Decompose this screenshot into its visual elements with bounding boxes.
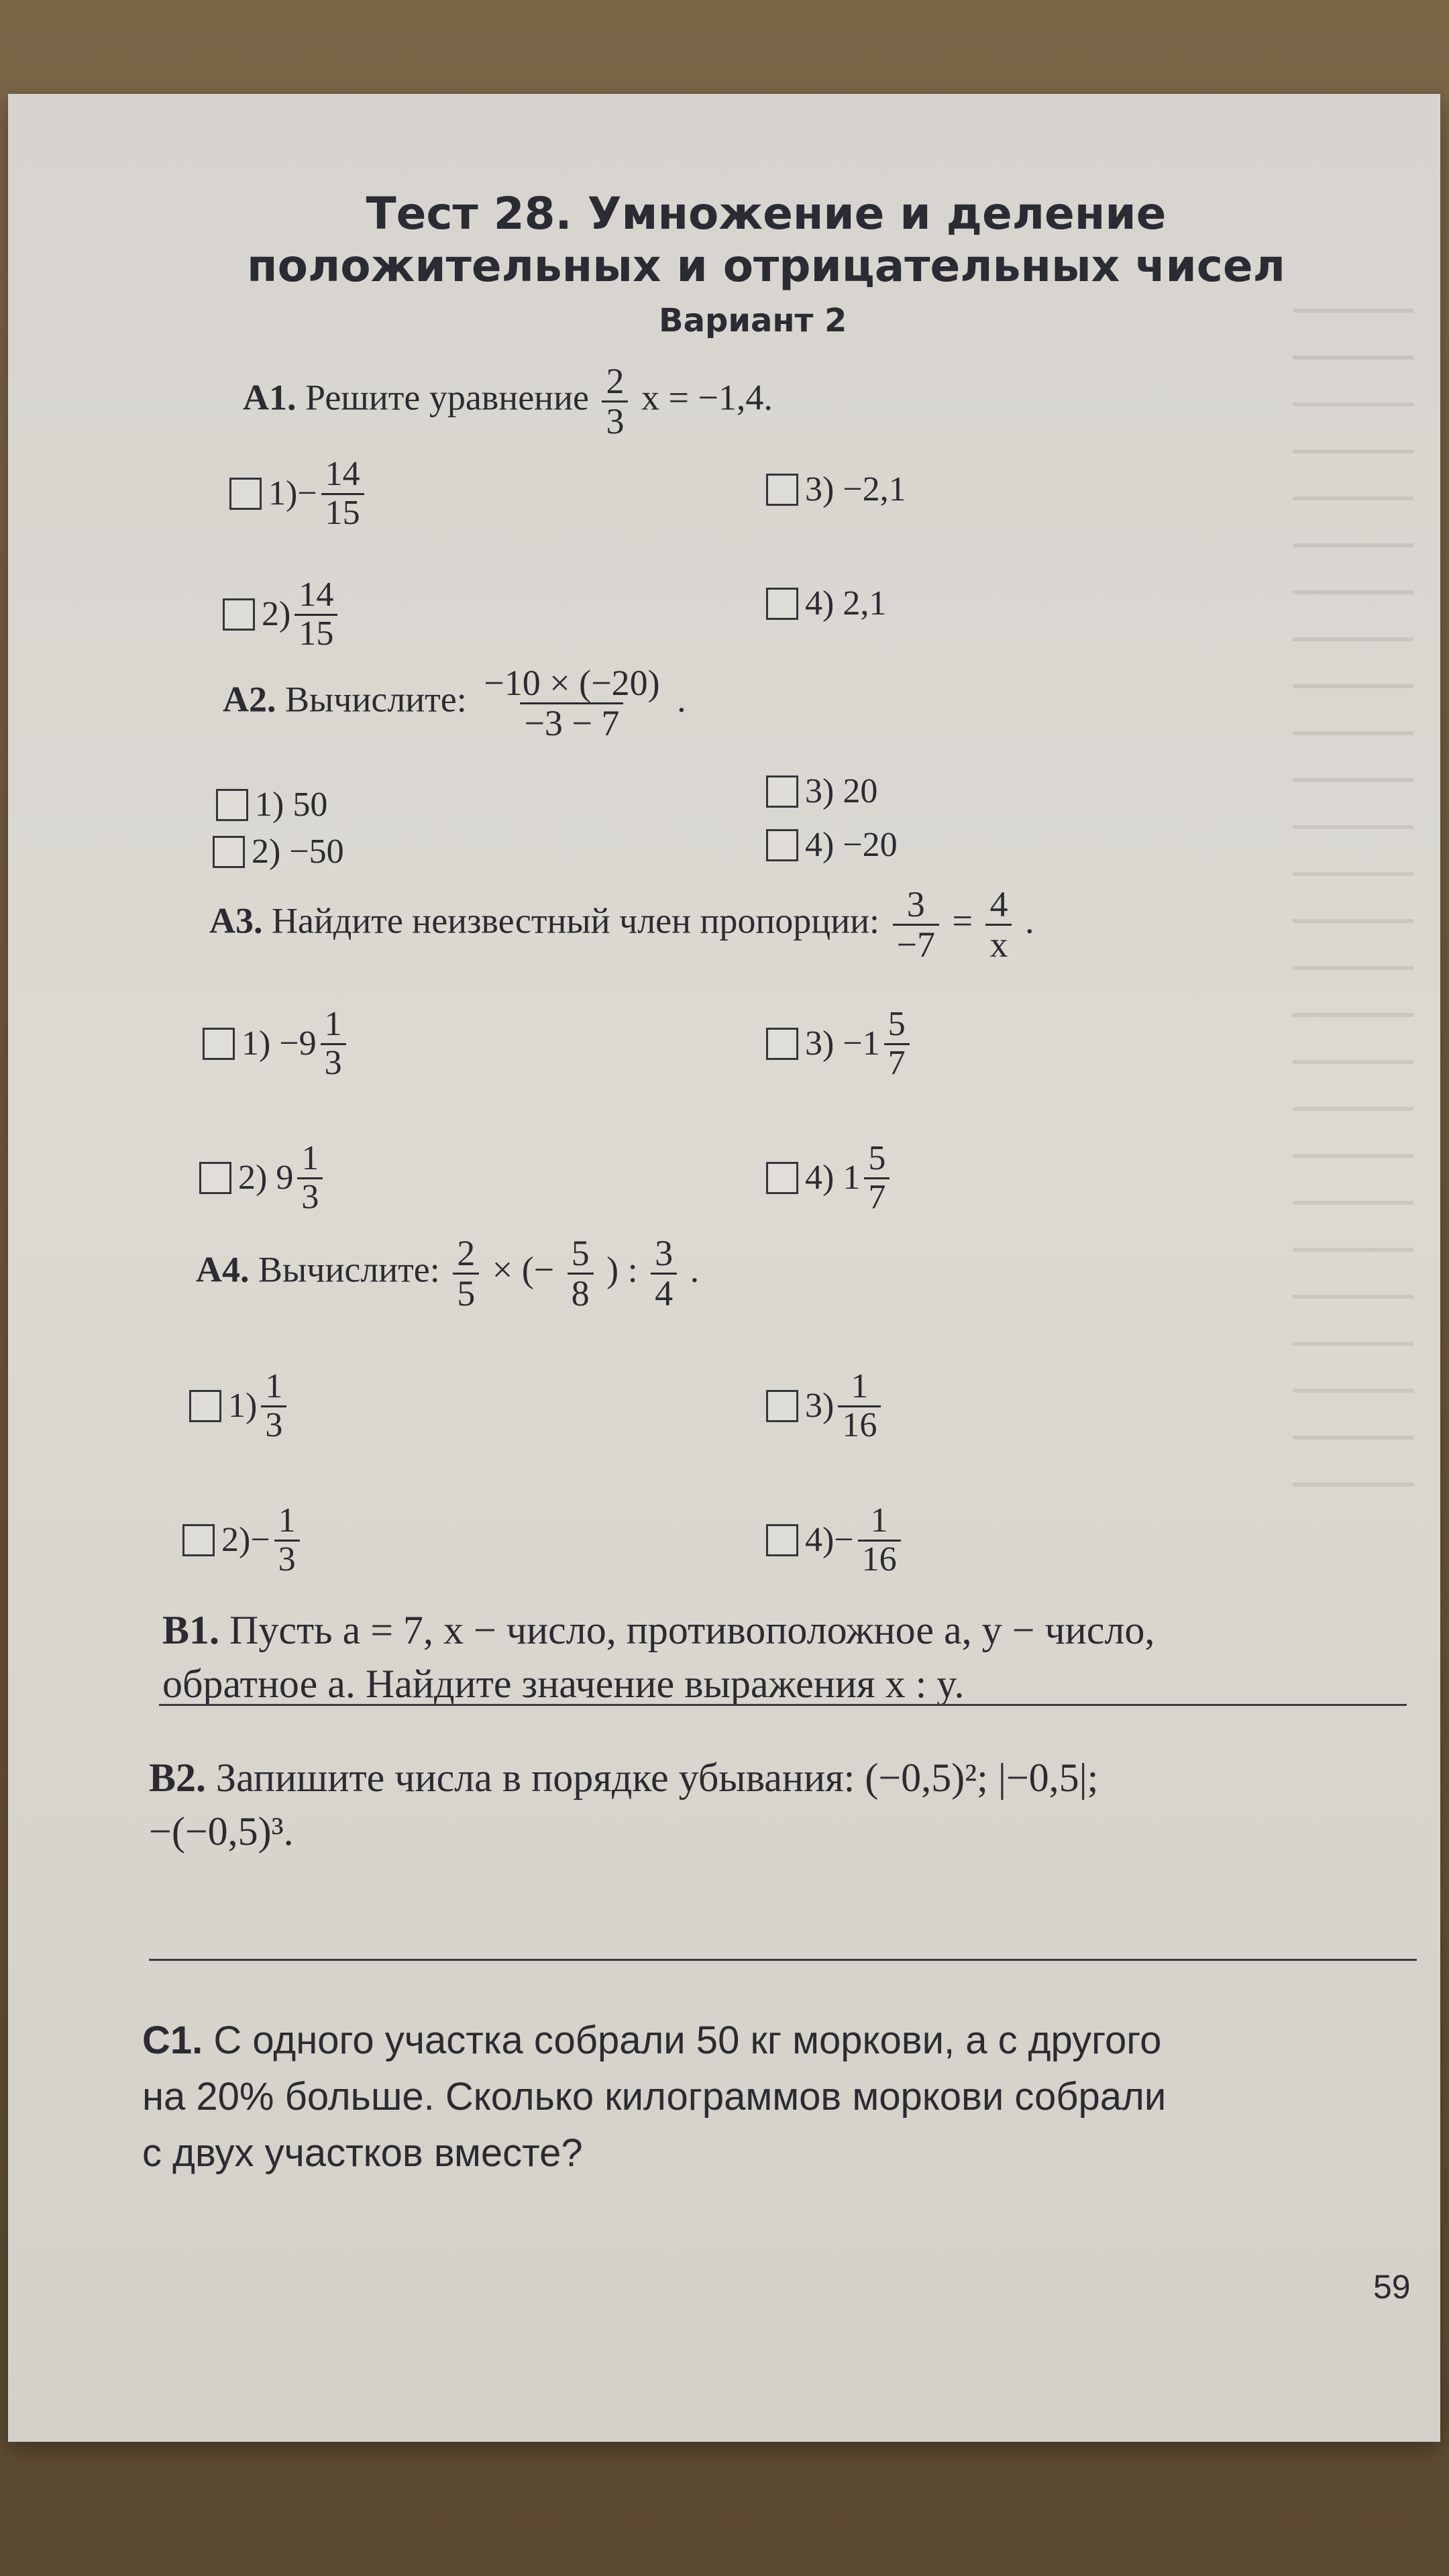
a3-fraction-1 (893, 885, 939, 963)
option-number: 1) (268, 474, 298, 513)
a2-option-1[interactable] (216, 785, 327, 825)
fraction-num: 5 (888, 1005, 906, 1043)
a2-den: −3 − 7 (520, 702, 623, 743)
question-b2 (149, 1751, 1424, 1858)
a4-fraction-1 (453, 1234, 479, 1312)
option-number: 3) (805, 1387, 835, 1426)
fraction-den: 8 (568, 1273, 594, 1313)
checkbox[interactable] (766, 474, 798, 506)
a3-option-3[interactable] (766, 1006, 914, 1081)
option-value: 2,1 (843, 584, 887, 623)
a4-fraction-3 (651, 1234, 677, 1312)
fraction-num: 1 (870, 1501, 888, 1540)
mixed-whole: 9 (276, 1159, 294, 1197)
fraction-den: 15 (321, 493, 364, 532)
a2-num: −10 × (−20) (484, 663, 660, 703)
question-b2-label: В2. (149, 1756, 207, 1800)
b2-text-1: Запишите числа в порядке убывания: (−0,5)²; |−0,5|; (216, 1756, 1099, 1800)
page-number: 59 (1373, 2268, 1411, 2306)
fraction-num: 5 (571, 1233, 590, 1273)
checkbox[interactable] (199, 1162, 231, 1194)
question-c1 (142, 2012, 1430, 2182)
b2-answer-line[interactable] (149, 1959, 1417, 1961)
checkbox[interactable] (766, 1028, 798, 1060)
option-fraction (884, 1006, 910, 1081)
a1-option-3[interactable] (766, 470, 906, 510)
question-a2 (223, 664, 686, 742)
fraction-den: 16 (858, 1540, 901, 1578)
a2-tail: . (677, 679, 686, 720)
checkbox[interactable] (189, 1390, 221, 1422)
option-number: 2) (238, 1159, 268, 1197)
variant-label: Вариант 2 (659, 302, 847, 339)
a3-option-2[interactable] (199, 1140, 327, 1216)
option-fraction (858, 1503, 901, 1578)
option-number: 3) (805, 470, 835, 508)
a1-coef-num: 2 (606, 361, 625, 401)
checkbox[interactable] (203, 1028, 235, 1060)
fraction-den: 3 (321, 1043, 346, 1082)
fraction-num: 3 (655, 1233, 674, 1273)
fraction-den: 7 (884, 1043, 910, 1082)
question-c1-label: С1. (142, 2019, 203, 2062)
checkbox[interactable] (216, 789, 248, 821)
option-fraction (321, 456, 364, 531)
option-fraction (274, 1503, 300, 1578)
c1-text-1: С одного участка собрали 50 кг моркови, а с другого (213, 2019, 1162, 2062)
checkbox[interactable] (213, 836, 245, 868)
b2-text-2: −(−0,5)³. (149, 1809, 294, 1854)
a2-option-4[interactable] (766, 825, 898, 865)
a4-option-1[interactable] (189, 1368, 290, 1444)
b2-line-1 (149, 1751, 1424, 1805)
a4-operator-2: ) : (606, 1249, 638, 1290)
checkbox[interactable] (223, 598, 255, 631)
question-a2-label: А2. (223, 679, 276, 720)
fraction-den: −7 (893, 924, 939, 964)
a4-option-3[interactable] (766, 1368, 885, 1444)
c1-line-1 (142, 2012, 1430, 2069)
option-number: 4) (805, 1159, 835, 1197)
option-text: 2) −50 (252, 833, 344, 871)
a3-option-4[interactable] (766, 1140, 894, 1216)
a3-tail: . (1024, 900, 1034, 941)
fraction-den: 7 (864, 1177, 890, 1216)
fraction-num: 3 (906, 884, 925, 924)
fraction-den: 3 (261, 1405, 286, 1444)
a4-option-2[interactable] (182, 1503, 304, 1578)
question-a4-text: Вычислите: (258, 1249, 440, 1290)
question-a1-text: Решите уравнение (305, 377, 589, 418)
a1-rhs: x = −1,4. (641, 377, 773, 418)
a4-operator-1: × (− (492, 1249, 555, 1290)
checkbox[interactable] (229, 478, 262, 510)
question-a2-text: Вычислите: (285, 679, 467, 720)
option-number: 4) (805, 584, 835, 623)
option-fraction (321, 1006, 346, 1081)
checkbox[interactable] (766, 1524, 798, 1556)
option-number: 3) (805, 1024, 835, 1063)
option-fraction (297, 1140, 323, 1216)
fraction-den: 15 (294, 614, 337, 653)
option-fraction (294, 577, 337, 652)
fraction-num: 1 (851, 1367, 869, 1405)
fraction-num: 14 (325, 455, 360, 493)
question-b1 (162, 1603, 1424, 1711)
question-b1-label: В1. (162, 1608, 220, 1652)
mixed-whole: −9 (279, 1024, 317, 1063)
checkbox[interactable] (182, 1524, 215, 1556)
equals-sign: = (952, 900, 973, 941)
fraction-den: 3 (274, 1540, 300, 1578)
fraction-num: 2 (457, 1233, 476, 1273)
c1-text-2: на 20% больше. Сколько килограммов моркови собрали (142, 2075, 1167, 2118)
fraction-den: 16 (838, 1405, 881, 1444)
a1-coefficient (602, 362, 628, 440)
a3-fraction-2 (985, 885, 1012, 963)
option-number: 4) (805, 1521, 835, 1560)
option-number: 2) (221, 1521, 251, 1560)
option-text: 1) 50 (255, 786, 328, 824)
b1-answer-line[interactable] (159, 1704, 1407, 1706)
title-line-2: положительных и отрицательных чисел (247, 240, 1285, 292)
question-a4 (196, 1234, 699, 1312)
fraction-den: 5 (453, 1273, 479, 1313)
option-number: 1) (241, 1024, 271, 1063)
option-number: 2) (262, 595, 291, 634)
b1-text-2: обратное a. Найдите значение выражения x : y. (162, 1662, 965, 1706)
option-value: −2,1 (843, 470, 906, 508)
mixed-whole: 1 (843, 1159, 861, 1197)
mixed-whole: −1 (843, 1024, 880, 1063)
title-line-1: Тест 28. Умножение и деление (366, 188, 1167, 239)
a2-expression (480, 664, 663, 742)
option-sign: − (250, 1521, 270, 1560)
question-a3-label: А3. (209, 900, 263, 941)
checkbox[interactable] (766, 1162, 798, 1194)
fraction-num: 14 (299, 576, 334, 614)
show-through-texture (1293, 309, 1413, 1516)
fraction-num: 1 (301, 1139, 319, 1177)
option-number: 1) (228, 1387, 258, 1426)
a1-option-2[interactable] (223, 577, 341, 652)
a1-option-1[interactable] (229, 456, 368, 531)
option-text: 3) 20 (805, 772, 878, 810)
a3-option-1[interactable] (203, 1006, 350, 1081)
option-sign: − (834, 1521, 854, 1560)
option-sign: − (297, 474, 317, 513)
fraction-num: 5 (868, 1139, 886, 1177)
a4-tail: . (690, 1249, 700, 1290)
question-a1 (243, 362, 773, 440)
question-a3 (209, 885, 1034, 963)
c1-text-3: с двух участков вместе? (142, 2131, 583, 2175)
a4-option-4[interactable] (766, 1503, 905, 1578)
b1-text-1: Пусть a = 7, x − число, противоположное a, y − число, (229, 1608, 1155, 1652)
b1-line-1 (162, 1603, 1424, 1657)
a2-option-2[interactable] (213, 832, 344, 872)
option-text: 4) −20 (805, 826, 898, 864)
worksheet-page (8, 94, 1440, 2442)
fraction-den: 4 (651, 1273, 677, 1313)
question-a4-label: А4. (196, 1249, 250, 1290)
checkbox[interactable] (766, 588, 798, 620)
a4-fraction-2 (568, 1234, 594, 1312)
fraction-num: 4 (989, 884, 1008, 924)
fraction-den: x (985, 924, 1012, 964)
checkbox[interactable] (766, 775, 798, 808)
option-fraction (261, 1368, 286, 1444)
checkbox[interactable] (766, 829, 798, 861)
option-fraction (864, 1140, 890, 1216)
question-a1-label: А1. (243, 377, 297, 418)
a1-coef-den: 3 (602, 400, 628, 441)
test-title (229, 188, 1303, 292)
option-fraction (838, 1368, 881, 1444)
fraction-num: 1 (278, 1501, 296, 1540)
a1-option-4[interactable] (766, 584, 886, 624)
fraction-den: 3 (297, 1177, 323, 1216)
fraction-num: 1 (265, 1367, 283, 1405)
question-a3-text: Найдите неизвестный член пропорции: (272, 900, 880, 941)
fraction-num: 1 (324, 1005, 342, 1043)
a2-option-3[interactable] (766, 771, 877, 812)
checkbox[interactable] (766, 1390, 798, 1422)
